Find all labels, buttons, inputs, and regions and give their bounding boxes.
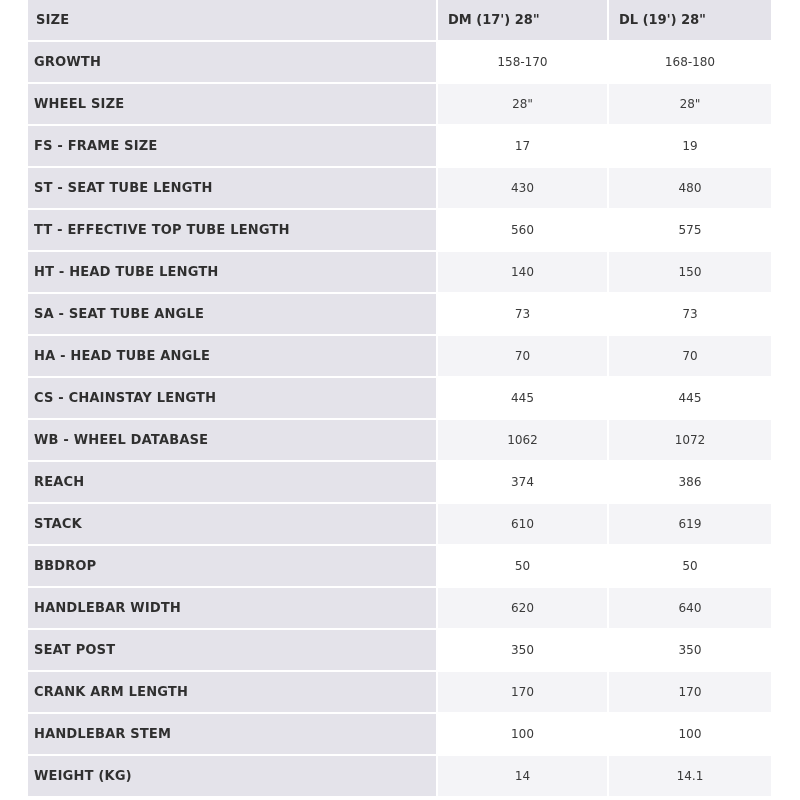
row-label: FS - FRAME SIZE <box>28 126 438 168</box>
row-value-dm: 73 <box>438 294 609 336</box>
row-label: WEIGHT (KG) <box>28 756 438 798</box>
row-label: HT - HEAD TUBE LENGTH <box>28 252 438 294</box>
row-value-dm: 560 <box>438 210 609 252</box>
row-value-dl: 168-180 <box>609 42 771 84</box>
row-value-dl: 100 <box>609 714 771 756</box>
table-row <box>28 252 771 294</box>
table-row <box>28 210 771 252</box>
row-label: BBDROP <box>28 546 438 588</box>
row-value-dl: 14.1 <box>609 756 771 798</box>
row-value-dl: 50 <box>609 546 771 588</box>
row-value-dm: 430 <box>438 168 609 210</box>
row-label: WB - WHEEL DATABASE <box>28 420 438 462</box>
table-row <box>28 714 771 756</box>
row-value-dm: 158-170 <box>438 42 609 84</box>
row-value-dm: 170 <box>438 672 609 714</box>
row-label: CRANK ARM LENGTH <box>28 672 438 714</box>
row-label: SEAT POST <box>28 630 438 672</box>
row-value-dm: 70 <box>438 336 609 378</box>
table-row <box>28 84 771 126</box>
row-value-dm: 1062 <box>438 420 609 462</box>
row-label: HANDLEBAR WIDTH <box>28 588 438 630</box>
row-value-dl: 386 <box>609 462 771 504</box>
row-value-dm: 610 <box>438 504 609 546</box>
table-body <box>28 42 771 798</box>
row-value-dm: 50 <box>438 546 609 588</box>
table-header-row <box>28 0 771 42</box>
row-value-dl: 70 <box>609 336 771 378</box>
row-label: HANDLEBAR STEM <box>28 714 438 756</box>
row-label: SA - SEAT TUBE ANGLE <box>28 294 438 336</box>
table-row <box>28 546 771 588</box>
table-row <box>28 630 771 672</box>
row-label: CS - CHAINSTAY LENGTH <box>28 378 438 420</box>
table-row <box>28 42 771 84</box>
row-value-dl: 619 <box>609 504 771 546</box>
row-value-dl: 480 <box>609 168 771 210</box>
row-label: HA - HEAD TUBE ANGLE <box>28 336 438 378</box>
table-row <box>28 588 771 630</box>
row-value-dm: 374 <box>438 462 609 504</box>
row-label: GROWTH <box>28 42 438 84</box>
row-value-dl: 640 <box>609 588 771 630</box>
row-label: WHEEL SIZE <box>28 84 438 126</box>
row-label: REACH <box>28 462 438 504</box>
row-value-dl: 350 <box>609 630 771 672</box>
row-value-dm: 28" <box>438 84 609 126</box>
row-value-dm: 140 <box>438 252 609 294</box>
row-value-dm: 620 <box>438 588 609 630</box>
table-row <box>28 336 771 378</box>
table-row <box>28 294 771 336</box>
header-size-label: SIZE <box>28 0 438 42</box>
row-value-dl: 1072 <box>609 420 771 462</box>
row-label: STACK <box>28 504 438 546</box>
row-label: ST - SEAT TUBE LENGTH <box>28 168 438 210</box>
row-value-dm: 100 <box>438 714 609 756</box>
row-value-dm: 350 <box>438 630 609 672</box>
header-size-dl: DL (19') 28" <box>609 0 771 42</box>
table-row <box>28 378 771 420</box>
table-row <box>28 672 771 714</box>
row-value-dl: 73 <box>609 294 771 336</box>
table-row <box>28 462 771 504</box>
geometry-table <box>28 0 771 798</box>
row-value-dl: 445 <box>609 378 771 420</box>
row-value-dl: 19 <box>609 126 771 168</box>
table-row <box>28 420 771 462</box>
row-value-dm: 14 <box>438 756 609 798</box>
row-label: TT - EFFECTIVE TOP TUBE LENGTH <box>28 210 438 252</box>
table-row <box>28 126 771 168</box>
table-row <box>28 756 771 798</box>
row-value-dl: 575 <box>609 210 771 252</box>
row-value-dl: 28" <box>609 84 771 126</box>
row-value-dm: 445 <box>438 378 609 420</box>
row-value-dl: 170 <box>609 672 771 714</box>
row-value-dm: 17 <box>438 126 609 168</box>
table-row <box>28 504 771 546</box>
table-row <box>28 168 771 210</box>
row-value-dl: 150 <box>609 252 771 294</box>
header-size-dm: DM (17') 28" <box>438 0 609 42</box>
